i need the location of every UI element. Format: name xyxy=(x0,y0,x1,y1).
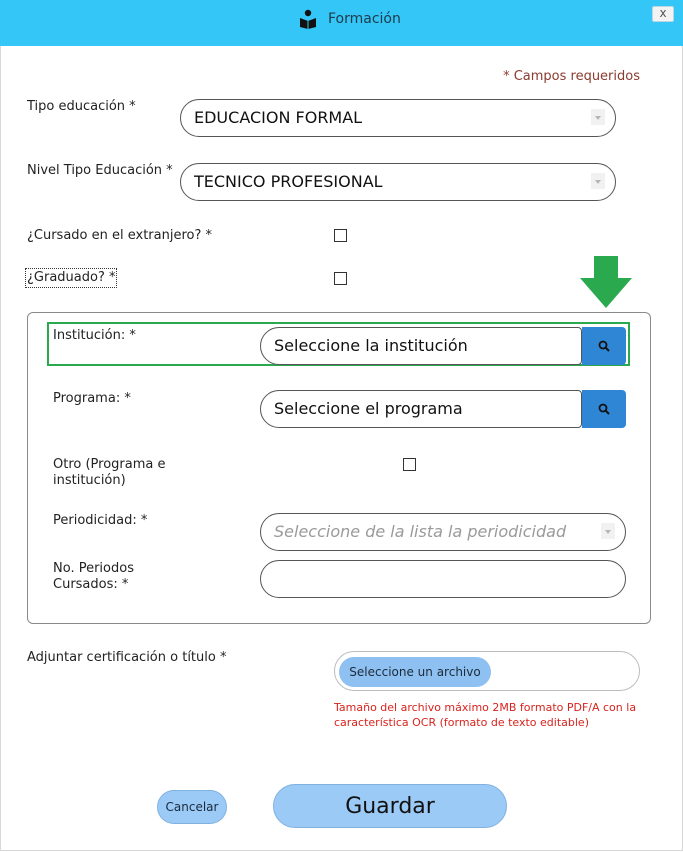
adjunto-label: Adjuntar certificación o título * xyxy=(27,650,227,665)
save-button[interactable]: Guardar xyxy=(273,784,507,828)
chevron-down-icon xyxy=(591,109,605,125)
select-file-button[interactable]: Seleccione un archivo xyxy=(339,657,491,687)
institucion-search-button[interactable] xyxy=(582,327,626,365)
otro-label-line2: institución) xyxy=(53,473,126,488)
chevron-down-icon xyxy=(591,173,605,189)
institucion-input[interactable] xyxy=(260,327,582,365)
periodos-input[interactable] xyxy=(260,560,626,598)
extranjero-checkbox[interactable] xyxy=(334,229,347,242)
graduado-checkbox[interactable] xyxy=(334,272,347,285)
tipo-educacion-label: Tipo educación * xyxy=(27,99,136,114)
required-fields-note: * Campos requeridos xyxy=(503,69,640,84)
programa-value: Seleccione el programa xyxy=(274,399,463,418)
file-requirements-note: Tamaño del archivo máximo 2MB formato PDF/A con la característica OCR (formato de texto editable) xyxy=(334,701,637,729)
institucion-label: Institución: * xyxy=(53,328,136,343)
dialog-title: Formación xyxy=(328,11,401,27)
reading-book-icon xyxy=(298,9,318,29)
periodos-label xyxy=(53,561,134,593)
tipo-educacion-value: EDUCACION FORMAL xyxy=(194,108,363,127)
tipo-educacion-select[interactable] xyxy=(180,99,616,137)
close-button[interactable]: x xyxy=(652,6,674,22)
search-icon xyxy=(598,340,610,352)
institucion-value: Seleccione la institución xyxy=(274,336,468,355)
otro-checkbox[interactable] xyxy=(403,458,416,471)
chevron-down-icon xyxy=(601,523,615,539)
nivel-tipo-select[interactable] xyxy=(180,163,616,201)
arrow-down-icon xyxy=(580,256,632,308)
dialog-titlebar xyxy=(0,0,683,46)
periodicidad-select[interactable] xyxy=(260,513,626,551)
nivel-tipo-value: TECNICO PROFESIONAL xyxy=(194,172,383,191)
nivel-tipo-label: Nivel Tipo Educación * xyxy=(27,163,173,178)
programa-label: Programa: * xyxy=(53,391,131,406)
periodicidad-label: Periodicidad: * xyxy=(53,513,148,528)
periodicidad-placeholder: Seleccione de la lista la periodicidad xyxy=(274,522,567,541)
otro-label xyxy=(53,457,166,489)
programa-search-button[interactable] xyxy=(582,390,626,428)
dialog-title-group xyxy=(298,8,401,30)
search-icon xyxy=(598,403,610,415)
periodos-label-line2: Cursados: * xyxy=(53,577,129,592)
periodos-label-line1: No. Periodos xyxy=(53,561,134,576)
otro-label-line1: Otro (Programa e xyxy=(53,457,166,472)
file-upload-field[interactable] xyxy=(334,651,640,691)
graduado-label: ¿Graduado? * xyxy=(27,270,116,285)
extranjero-label: ¿Cursado en el extranjero? * xyxy=(27,228,213,243)
cancel-button[interactable]: Cancelar xyxy=(157,790,227,824)
programa-input[interactable] xyxy=(260,390,582,428)
